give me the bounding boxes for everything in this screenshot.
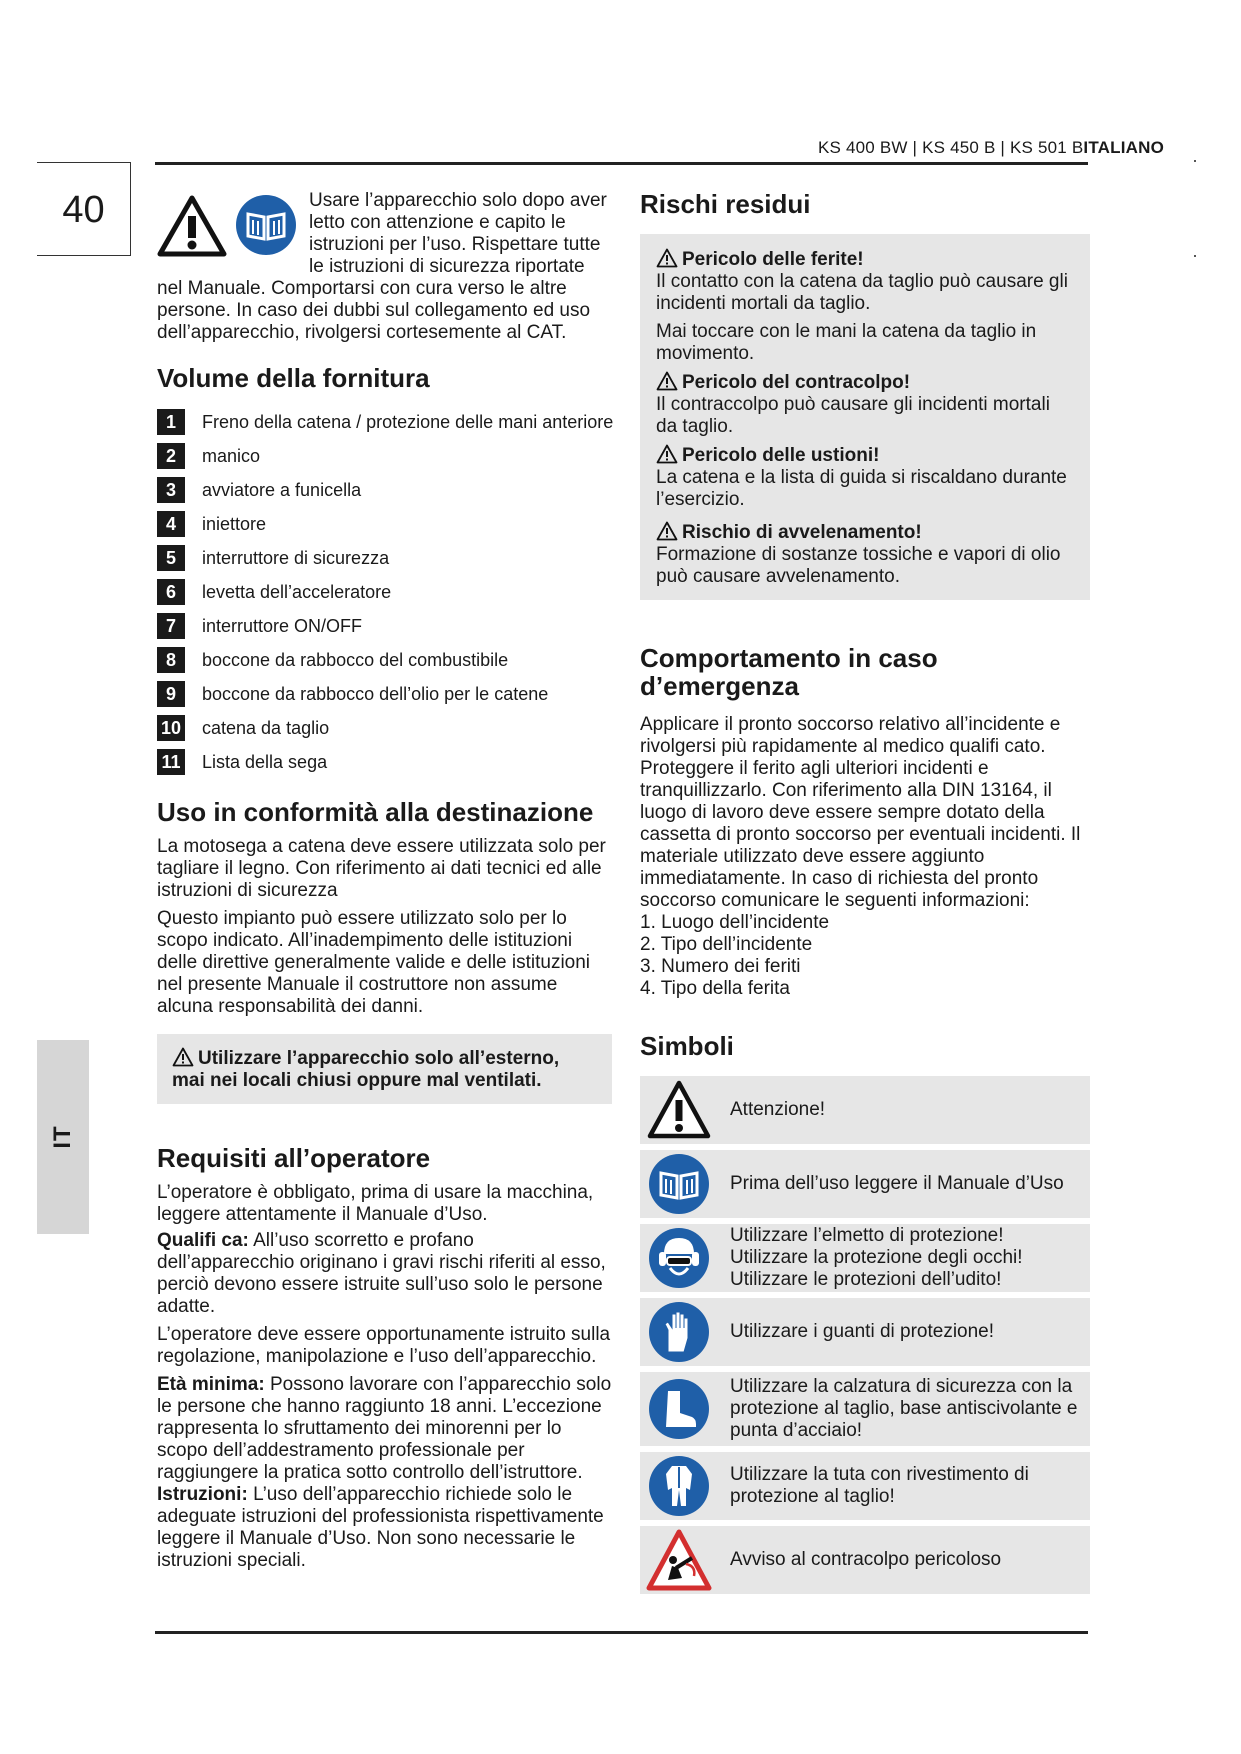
supply-item	[157, 678, 612, 712]
warning-icon	[656, 248, 678, 268]
intro-block	[157, 190, 612, 348]
document-header	[818, 138, 1164, 158]
warning-icon	[656, 371, 678, 391]
header-rule	[155, 162, 1088, 165]
header-language: ITALIANO	[1083, 138, 1164, 157]
supply-label: catena da taglio	[202, 718, 330, 738]
supply-number: 9	[157, 681, 185, 707]
supply-item	[157, 576, 612, 610]
emergency-paragraph: Applicare il pronto soccorso relativo all’incidente e rivolgersi più rapidamente al medico qualifi cato. Proteggere il ferito agli ulteriori incidenti e tranquillizzarlo. Con riferimento alla DIN 13164, il luogo di lavoro deve essere sempre dotato della cassetta di pronto soccorso per eventuali incidenti. Il materiale utilizzato deve essere aggiunto immediatamente. In caso di richiesta del pronto soccorso comunicare le seguenti informazioni:	[640, 714, 1081, 911]
instructions-paragraph	[157, 1484, 612, 1572]
supply-label: iniettore	[202, 514, 267, 534]
risk-heading	[656, 521, 1074, 544]
symbol-text-line: protezione al taglio!	[730, 1486, 895, 1507]
emergency-list-item: 3. Numero dei feriti	[640, 956, 801, 977]
supply-item	[157, 508, 612, 542]
outdoor-use-warning-text: Utilizzare l’apparecchio solo all’esterno, mai nei locali chiusi oppure mal ventilati.	[172, 1048, 560, 1091]
outdoor-use-warning	[172, 1047, 596, 1092]
risk-heading-text: Pericolo del contracolpo!	[682, 372, 911, 393]
risk-text: La catena e la lista di guida si riscaldano durante l’esercizio.	[656, 467, 1067, 510]
symbol-text: Avviso al contracolpo pericoloso	[730, 1549, 1002, 1570]
risk-heading	[656, 444, 1074, 467]
left-column	[157, 190, 612, 1572]
warning-icon	[656, 521, 678, 541]
intro-text: Usare l’apparecchio solo dopo aver letto con attenzione e capito le istruzioni per l’uso. Rispettare tutte le istruzioni di sicurezza riportate nel Manuale. Comportarsi con cura verso le altre persone. In caso dei dubbi sul collegamento ed uso dell’apparecchio, rivolgersi cortesemente al CAT.	[157, 190, 607, 343]
intended-use-title: Uso in conformità alla destinazione	[157, 797, 594, 827]
supply-item	[157, 644, 612, 678]
supply-item	[157, 712, 612, 746]
supply-number: 3	[157, 477, 185, 503]
manual-book-icon	[646, 1152, 712, 1216]
risk-text: Mai toccare con le mani la catena da taglio in movimento.	[656, 321, 1037, 364]
supply-title: Volume della fornitura	[157, 363, 430, 393]
qualification-text: All’uso scorretto e profano dell’apparecchio originano i gravi rischi riferiti al esso, perciò devono essere istruite sull’uso solo le persone adatte.	[157, 1230, 606, 1317]
symbol-row	[640, 1298, 1090, 1366]
emergency-title	[640, 644, 1090, 700]
risk-heading	[656, 248, 1074, 271]
supply-label: manico	[202, 446, 261, 466]
symbol-row	[640, 1150, 1090, 1218]
supply-label: interruttore di sicurezza	[202, 548, 390, 568]
qualification-paragraph	[157, 1230, 612, 1318]
risk-heading-text: Pericolo delle ustioni!	[682, 445, 880, 466]
page-number-box	[37, 162, 131, 256]
footer-rule	[155, 1631, 1088, 1634]
supply-item	[157, 542, 612, 576]
symbol-text-line: Utilizzare la protezione degli occhi!	[730, 1247, 1023, 1268]
operator-title: Requisiti all’operatore	[157, 1143, 431, 1173]
symbol-text	[730, 1225, 1023, 1291]
symbol-row	[640, 1372, 1090, 1446]
language-tab-label: IT	[49, 1125, 76, 1149]
right-column	[640, 190, 1090, 1600]
symbol-text-line: punta d’acciaio!	[730, 1420, 863, 1441]
symbol-row	[640, 1076, 1090, 1144]
symbol-text: Attenzione!	[730, 1099, 826, 1120]
risk-heading-text: Pericolo delle ferite!	[682, 249, 864, 270]
header-models: KS 400 BW | KS 450 B | KS 501 B	[817, 138, 1084, 157]
supply-label: interruttore ON/OFF	[202, 616, 363, 636]
instructions-text: L’uso dell’apparecchio richiede solo le adeguate istruzioni del professionista rispettivamente leggere il Manuale d’Uso. Non sono necessarie le istruzioni speciali.	[157, 1484, 604, 1571]
margin-mark	[1194, 255, 1196, 257]
risk-heading-text: Rischio di avvelenamento!	[682, 522, 922, 543]
warning-triangle-icon	[646, 1078, 712, 1142]
supply-item	[157, 474, 612, 508]
supply-number: 11	[157, 749, 185, 775]
supply-number: 7	[157, 613, 185, 639]
symbol-text-line: Utilizzare l’elmetto di protezione!	[730, 1225, 1004, 1246]
margin-mark	[1194, 160, 1196, 162]
language-tab	[37, 1040, 89, 1234]
supply-item	[157, 406, 612, 440]
minimum-age-label: Età minima:	[157, 1374, 265, 1395]
risk-heading	[656, 371, 1074, 394]
emergency-list-item: 4. Tipo della ferita	[640, 978, 790, 999]
page-number: 40	[62, 189, 105, 231]
supply-label: boccone da rabbocco dell’olio per le catene	[202, 684, 549, 704]
emergency-title-line: Comportamento in caso	[640, 643, 938, 673]
symbol-text-line: Utilizzare le protezioni dell’udito!	[730, 1269, 1002, 1290]
risk-text: Il contraccolpo può causare gli incidenti mortali da taglio.	[656, 394, 1050, 437]
risk-text: Il contatto con la catena da taglio può causare gli incidenti mortali da taglio.	[656, 271, 1068, 314]
safety-boot-icon	[646, 1377, 712, 1441]
helmet-goggles-earmuffs-icon	[646, 1226, 712, 1290]
symbol-text: Prima dell’uso leggere il Manuale d’Uso	[730, 1173, 1064, 1194]
supply-number: 8	[157, 647, 185, 673]
intended-use-paragraph: La motosega a catena deve essere utilizzata solo per tagliare il legno. Con riferimento ai dati tecnici ed alle istruzioni di sicurezza	[157, 836, 606, 901]
emergency-list-item: 1. Luogo dell’incidente	[640, 912, 830, 933]
supply-number: 5	[157, 545, 185, 571]
supply-list	[157, 406, 612, 780]
supply-label: Freno della catena / protezione delle mani anteriore	[202, 412, 614, 432]
warning-icon	[172, 1047, 194, 1067]
risk-text: Formazione di sostanze tossiche e vapori di olio può causare avvelenamento.	[656, 544, 1061, 587]
supply-label: boccone da rabbocco del combustibile	[202, 650, 509, 670]
symbol-row	[640, 1526, 1090, 1594]
protective-suit-icon	[646, 1454, 712, 1518]
symbol-text-line: protezione al taglio, base antiscivolante e	[730, 1398, 1078, 1419]
supply-number: 2	[157, 443, 185, 469]
supply-label: avviatore a funicella	[202, 480, 362, 500]
minimum-age-paragraph	[157, 1374, 612, 1484]
symbol-text	[730, 1376, 1078, 1442]
qualification-label: Qualifi ca:	[157, 1230, 249, 1251]
symbol-text	[730, 1464, 1029, 1508]
supply-item	[157, 746, 612, 780]
supply-number: 10	[157, 715, 185, 741]
minimum-age-text: Possono lavorare con l’apparecchio solo le persone che hanno raggiunto 18 anni. L’eccezione rappresenta lo sfruttamento dei minorenni per lo scopo dell’addestramento professionale per raggiungere la pratica sotto controllo dell’istruttore.	[157, 1374, 612, 1483]
emergency-list-item: 2. Tipo dell’incidente	[640, 934, 813, 955]
supply-item	[157, 610, 612, 644]
symbol-text-line: Utilizzare la calzatura di sicurezza con la	[730, 1376, 1073, 1397]
supply-label: levetta dell’acceleratore	[202, 582, 392, 602]
symbol-text-line: Utilizzare la tuta con rivestimento di	[730, 1464, 1029, 1485]
symbol-row	[640, 1224, 1090, 1292]
warning-icon	[656, 444, 678, 464]
symbol-row	[640, 1452, 1090, 1520]
instructions-label: Istruzioni:	[157, 1484, 248, 1505]
kickback-warning-icon	[646, 1528, 712, 1592]
supply-number: 6	[157, 579, 185, 605]
gloves-icon	[646, 1300, 712, 1364]
supply-number: 1	[157, 409, 185, 435]
emergency-title-line: d’emergenza	[640, 671, 799, 701]
operator-paragraph: L’operatore è obbligato, prima di usare la macchina, leggere attentamente il Manuale d’Uso.	[157, 1182, 594, 1225]
operator-paragraph: L’operatore deve essere opportunamente istruito sulla regolazione, manipolazione e l’uso dell’apparecchio.	[157, 1324, 611, 1367]
intended-use-paragraph: Questo impianto può essere utilizzato solo per lo scopo indicato. All’inadempimento delle istituzioni delle direttive generalmente valide e delle istituzioni nel presente Manuale il costruttore non assume alcuna responsabilità dei danni.	[157, 908, 591, 1017]
symbols-title: Simboli	[640, 1031, 734, 1061]
outdoor-use-warning-box	[157, 1034, 612, 1104]
residual-risks-box	[640, 234, 1090, 600]
residual-risks-title: Rischi residui	[640, 189, 811, 219]
symbol-text: Utilizzare i guanti di protezione!	[730, 1321, 995, 1342]
supply-item	[157, 440, 612, 474]
supply-number: 4	[157, 511, 185, 537]
supply-label: Lista della sega	[202, 752, 328, 772]
intro-text-wrap	[157, 190, 612, 344]
symbols-list	[640, 1076, 1090, 1594]
